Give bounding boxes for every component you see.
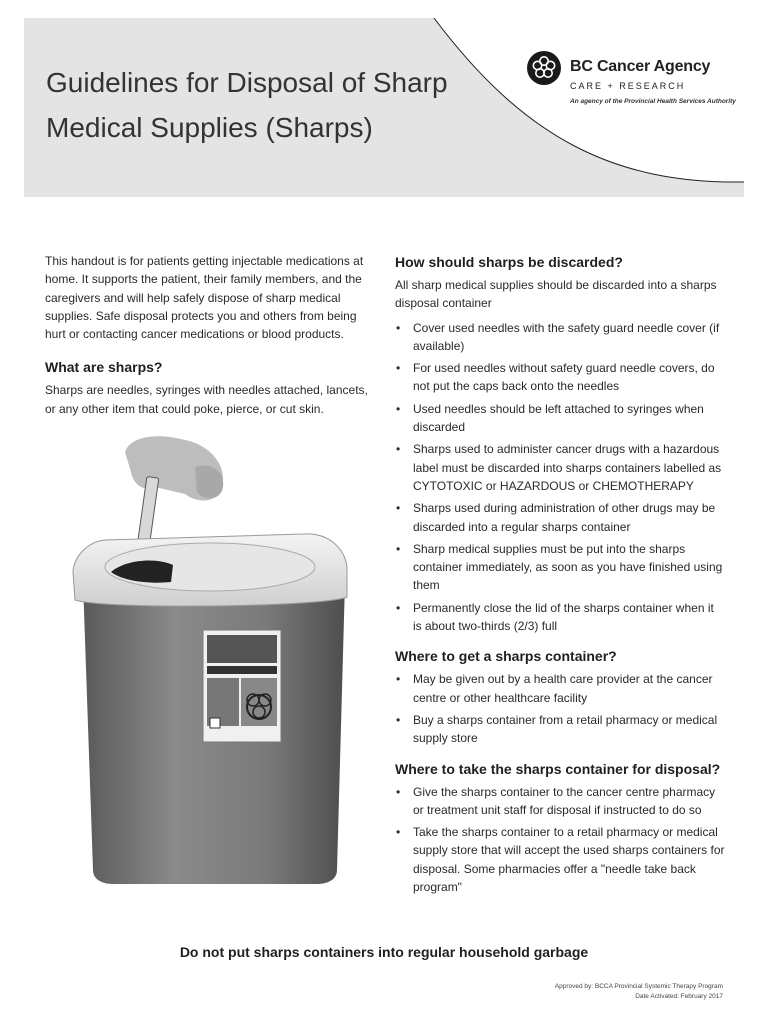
logo-name: BC Cancer Agency (570, 58, 711, 75)
bc-cancer-agency-logo-icon (526, 50, 562, 86)
approved-by: Approved by: BCCA Provincial Systemic Therapy Program (554, 983, 723, 990)
bc-cancer-agency-logo (526, 50, 736, 112)
list-item: • May be given out by a health care provider at the cancer centre or other healthcare facility (395, 670, 725, 707)
list-item: • Sharps used to administer cancer drugs with a hazardous label must be discarded into sharps containers labelled as CYTOTOXIC or HAZARDOUS or CHEMOTHERAPY (395, 440, 725, 495)
where-get-list (395, 670, 725, 747)
list-item: • Buy a sharps container from a retail pharmacy or medical supply store (395, 711, 725, 748)
list-item: • Used needles should be left attached to syringes when discarded (395, 400, 725, 437)
how-discarded-text: All sharp medical supplies should be discarded into a sharps disposal container (395, 278, 717, 311)
how-discarded-heading: How should sharps be discarded? (395, 254, 623, 270)
page-title (46, 60, 466, 150)
how-discarded-list (395, 319, 725, 636)
left-column (45, 252, 375, 418)
page-title-line-2: Medical Supplies (Sharps) (46, 112, 373, 143)
list-item: • Permanently close the lid of the sharps container when it is about two-thirds (2/3) full (395, 599, 725, 636)
what-are-sharps-heading: What are sharps? (45, 359, 163, 376)
where-take-heading: Where to take the sharps container for disposal? (395, 760, 721, 777)
where-get-heading: Where to get a sharps container? (395, 648, 617, 665)
list-item: • Sharp medical supplies must be put into the sharps container immediately, as soon as you have finished using them (395, 540, 725, 595)
list-item: • Sharps used during administration of other drugs may be discarded into a regular sharps container (395, 499, 725, 536)
list-item: • For used needles without safety guard needle covers, do not put the caps back onto the needles (395, 359, 725, 396)
page-title-line-1: Guidelines for Disposal of Sharp (46, 67, 448, 98)
intro-paragraph: This handout is for patients getting injectable medications at home. It supports the patient, their family members, and the caregivers and will help safely dispose of sharp medical supplies. Safe disposal protects you and others from being hurt or contacting cancer medications or blood products. (45, 254, 364, 342)
list-item: • Cover used needles with the safety guard needle cover (if available) (395, 319, 725, 356)
right-column (395, 254, 725, 900)
household-garbage-warning: Do not put sharps containers into regular household garbage (179, 944, 589, 960)
logo-subtitle: CARE + RESEARCH (570, 81, 686, 91)
where-take-list (395, 783, 725, 897)
what-are-sharps-text: Sharps are needles, syringes with needles attached, lancets, or any other item that could poke, pierce, or cut skin. (45, 383, 368, 416)
list-item: • Give the sharps container to the cancer centre pharmacy or treatment unit staff for disposal if instructed to do so (395, 783, 725, 820)
logo-tagline: An agency of the Provincial Health Services Authority (570, 98, 736, 105)
date-activated: Date Activated: February 2017 (635, 993, 723, 1000)
sharps-container-photo (45, 432, 375, 902)
approval-info (555, 982, 723, 1002)
list-item: • Take the sharps container to a retail pharmacy or medical supply store that will accept the used sharps containers for disposal. Some pharmacies offer a "needle take back program" (395, 823, 725, 896)
